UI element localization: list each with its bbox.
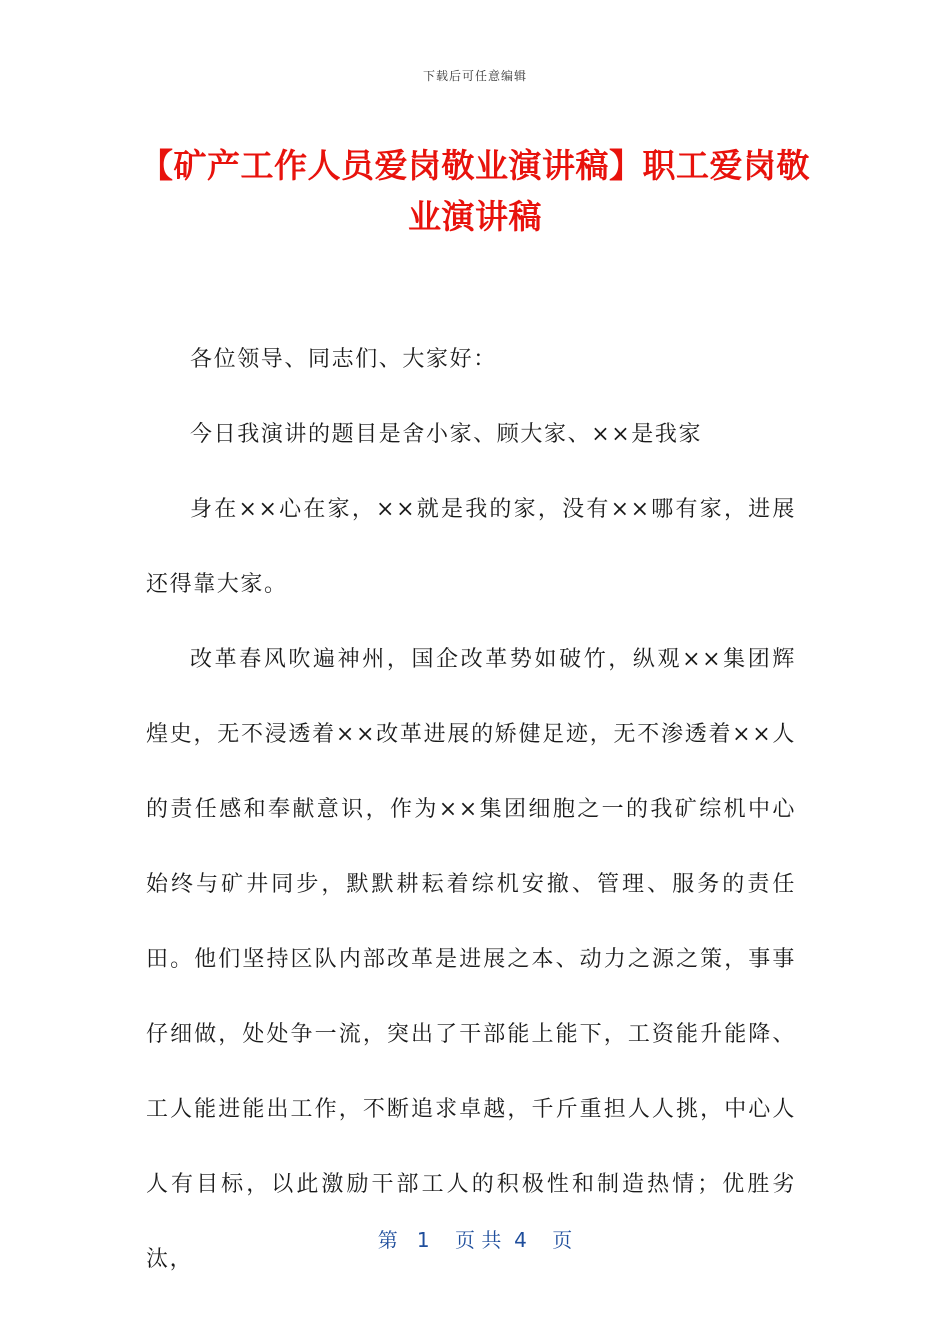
page-number-footer: 第 1 页 共 4 页 — [377, 1228, 573, 1252]
document-body — [146, 322, 796, 1297]
paragraph-greeting: 各位领导、同志们、大家好： — [190, 347, 497, 372]
paragraph-reform: 改革春风吹遍神州，国企改革势如破竹，纵观××集团辉煌史，无不浸透着××改革进展的矫健足迹，无不渗透着××人的责任感和奉献意识，作为××集团细胞之一的我矿综机中心始终与矿井同步，默默耕耘着综机安撤、管理、服务的责任田。他们坚持区队内部改革是进展之本、动力之源之策，事事仔细做，处处争一流，突出了干部能上能下，工资能升能降、工人能进能出工作，不断追求卓越，千斤重担人人挑，中心人人有目标，以此激励干部工人的积极性和制造热情；优胜劣汰， — [146, 647, 796, 1272]
paragraph-home: 身在××心在家，××就是我的家，没有××哪有家，进展还得靠大家。 — [146, 497, 796, 597]
document-title: 【矿产工作人员爱岗敬业演讲稿】职工爱岗敬业演讲稿 — [140, 146, 810, 236]
paragraph-topic: 今日我演讲的题目是舍小家、顾大家、××是我家 — [190, 422, 703, 447]
header-note: 下载后可任意编辑 — [422, 69, 527, 83]
